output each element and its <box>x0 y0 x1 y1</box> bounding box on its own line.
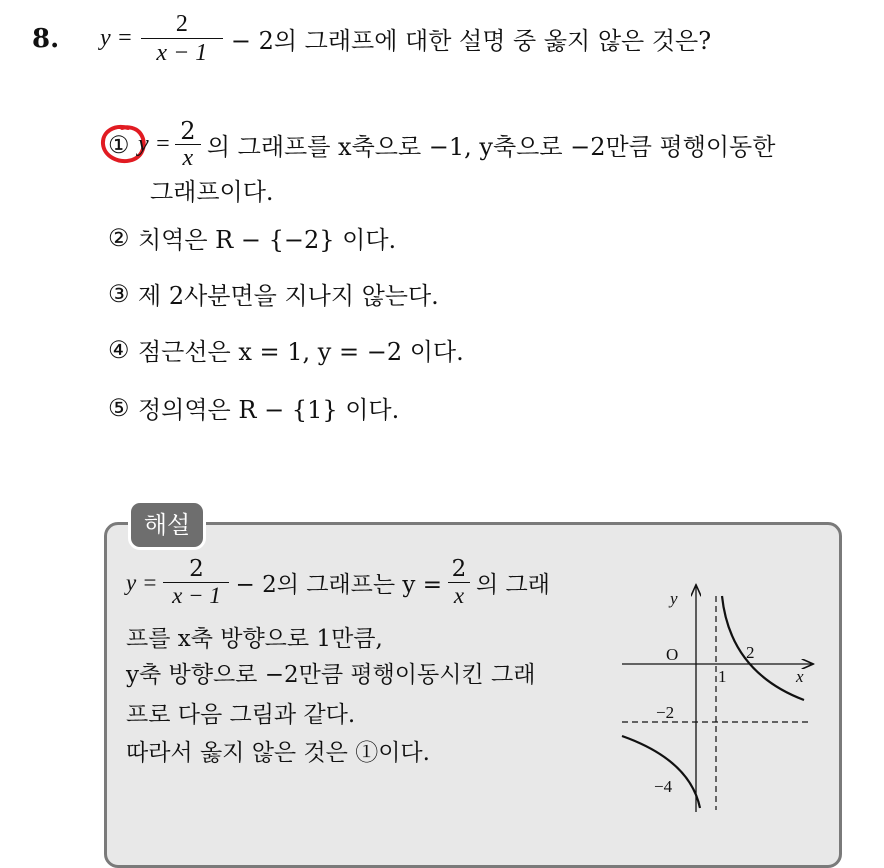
choice-5[interactable] <box>108 390 399 425</box>
curve-right-branch <box>722 596 804 700</box>
solution-line-1-post: 의 그래 <box>476 572 550 598</box>
choice-3-text: 제 2사분면을 지나지 않는다. <box>138 282 439 310</box>
choice-4-text: 점근선은 x = 1, y = −2 이다. <box>138 338 464 366</box>
choice-2[interactable] <box>108 220 396 255</box>
curve-left-branch <box>622 736 700 808</box>
y-tick-minus-4: −4 <box>654 777 673 796</box>
choice-1-fraction <box>175 118 201 171</box>
question-lhs: y = <box>100 25 133 51</box>
choice-1-fraction-denominator: x <box>182 145 194 171</box>
solution-fraction-2-numerator: 2 <box>451 556 467 582</box>
question-number: 8. <box>32 24 60 54</box>
choice-5-number: ⑤ <box>108 393 130 422</box>
question-text <box>100 10 711 67</box>
solution-line-3: y축 방향으로 −2만큼 평행이동시킨 그래 <box>126 662 536 688</box>
choice-1-continuation: 그래프이다. <box>150 178 274 206</box>
question-fraction-numerator: 2 <box>175 11 188 37</box>
choice-1-number: ① <box>108 130 130 159</box>
question-fraction <box>141 10 223 67</box>
choice-1-lhs: y = <box>138 131 171 157</box>
x-tick-2: 2 <box>746 643 755 662</box>
choice-1-text: 의 그래프를 x축으로 −1, y축으로 −2만큼 평행이동한 <box>206 133 776 161</box>
y-tick-minus-2: −2 <box>656 703 675 722</box>
hyperbola-graph <box>618 582 818 812</box>
solution-fraction-2-denominator: x <box>453 583 465 608</box>
question-rest: − 2의 그래프에 대한 설명 중 옳지 않은 것은? <box>230 27 712 55</box>
choice-4-number: ④ <box>108 335 130 364</box>
choice-2-number: ② <box>108 223 130 252</box>
solution-line-2: 프를 x축 방향으로 1만큼, <box>126 626 383 652</box>
x-axis-label: x <box>796 667 804 686</box>
choice-3-number: ③ <box>108 279 130 308</box>
solution-fraction-2 <box>448 556 470 609</box>
solution-line-1 <box>126 556 550 609</box>
solution-fraction-1 <box>163 556 229 609</box>
choice-2-text: 치역은 R − {−2} 이다. <box>138 226 397 254</box>
solution-lhs: y = <box>126 569 158 595</box>
choice-1-fraction-numerator: 2 <box>180 117 196 145</box>
question-fraction-denominator: x − 1 <box>156 40 208 66</box>
solution-fraction-1-denominator: x − 1 <box>172 583 221 608</box>
choice-5-text: 정의역은 R − {1} 이다. <box>138 396 400 424</box>
choice-1[interactable] <box>108 118 775 171</box>
solution-line-1-mid: − 2의 그래프는 y = <box>235 572 442 598</box>
solution-fraction-1-numerator: 2 <box>189 556 204 582</box>
y-axis-label: y <box>670 589 678 608</box>
x-tick-1: 1 <box>718 667 727 686</box>
choice-4[interactable] <box>108 332 464 367</box>
solution-tag: 해설 <box>128 500 206 550</box>
solution-line-4: 프로 다음 그림과 같다. <box>126 702 356 728</box>
choice-3[interactable] <box>108 276 439 311</box>
solution-line-5: 따라서 옳지 않은 것은 ①이다. <box>126 740 430 766</box>
origin-label: O <box>666 645 679 664</box>
